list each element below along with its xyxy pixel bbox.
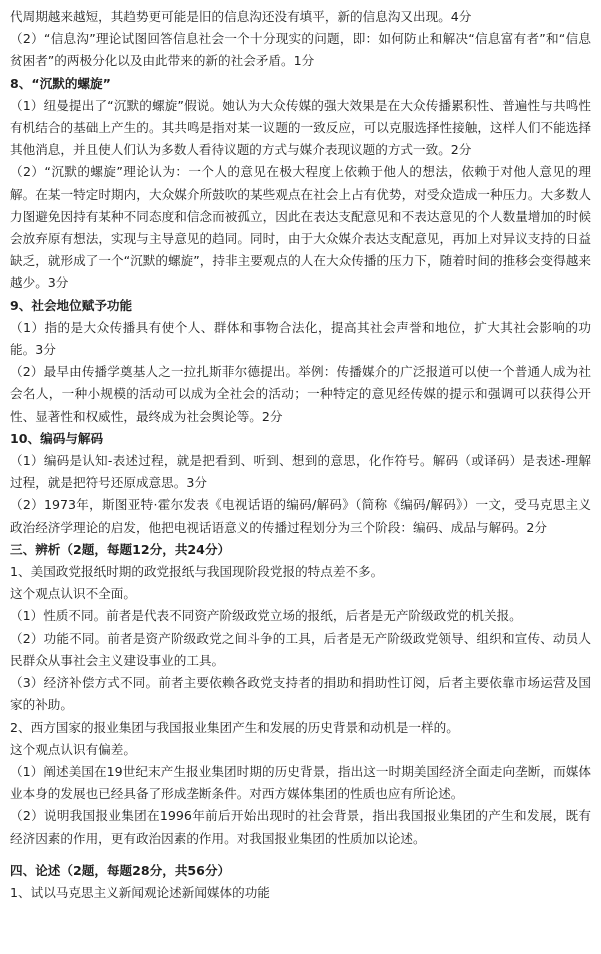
part-heading: 三、辨析（2题，每题12分，共24分）	[10, 541, 231, 557]
section-heading: 8、“沉默的螺旋”	[10, 75, 111, 91]
spacer	[10, 850, 591, 860]
paragraph: 代周期越来越短，其趋势更可能是旧的信息沟还没有填平，新的信息沟又出现。4分	[10, 9, 472, 24]
part-heading: 四、论述（2题，每题28分，共56分）	[10, 862, 231, 878]
paragraph: 这个观点认识有偏差。	[10, 741, 136, 757]
paragraph: 这个观点认识不全面。	[10, 586, 136, 602]
paragraph: （2）说明我国报业集团在1996年前后开始出现时的社会背景，指出我国报业集团的产生和发展，既有经济因素的作用，更有政治因素的作用。对我国报业集团的性质加以论述。	[10, 808, 591, 846]
section-heading: 9、社会地位赋予功能	[10, 297, 133, 313]
paragraph: （2）最早由传播学奠基人之一拉扎斯菲尔德提出。举例：传播媒介的广泛报道可以使一个普通人成为社会名人，一种小规模的活动可以成为全社会的活动；一种特定的意见经传媒的提示和强调可以获得公开性、显著性和权威性，最终成为社会舆论等。2分	[10, 364, 591, 424]
paragraph: （1）阐述美国在19世纪末产生报业集团时期的历史背景，指出这一时期美国经济全面走向垄断，而媒体业本身的发展也已经具备了形成垄断条件。对西方媒体集团的性质也应有所论述。	[10, 763, 591, 802]
paragraph: （3）经济补偿方式不同。前者主要依赖各政党支持者的捐助和捐助性订阅，后者主要依靠市场运营及国家的补助。	[10, 675, 591, 713]
section-heading: 10、编码与解码	[10, 430, 104, 446]
paragraph: （1）性质不同。前者是代表不同资产阶级政党立场的报纸，后者是无产阶级政党的机关报。	[10, 608, 522, 624]
question: 1、试以马克思主义新闻观论述新闻媒体的功能	[10, 884, 270, 900]
paragraph: （2）“沉默的螺旋”理论认为：一个人的意见在极大程度上依赖于他人的想法，依赖于对他人意见的理解。在某一特定时期内，大众媒介所鼓吹的某些观点在社会上占有优势，对受众造成一种压力。大多数人力图避免因持有某种不同态度和信念而被孤立，因此在表达支配意见和不表达意见的个人数量增加的时候会放弃原有想法，实现与主导意见的趋同。同时，由于大众媒介表达支配意见，再加上对异议支持的日益缺乏，就形成了一个“沉默的螺旋”，持非主要观点的人在大众传播的压力下，随着时间的推移会变得越来越少。3分	[10, 164, 591, 291]
question: 2、西方国家的报业集团与我国报业集团产生和发展的历史背景和动机是一样的。	[10, 719, 459, 735]
paragraph: （2）“信息沟”理论试图回答信息社会一个十分现实的问题，即：如何防止和解决“信息富有者”和“信息贫困者”的两极分化以及由此带来的新的社会矛盾。1分	[10, 31, 591, 69]
paragraph: （2）功能不同。前者是资产阶级政党之间斗争的工具，后者是无产阶级政党领导、组织和宣传、动员人民群众从事社会主义建设事业的工具。	[10, 630, 591, 668]
paragraph: （1）指的是大众传播具有使个人、群体和事物合法化，提高其社会声誉和地位，扩大其社会影响的功能。3分	[10, 319, 591, 358]
paragraph: （2）1973年，斯图亚特·霍尔发表《电视话语的编码/解码》（简称《编码/解码》）一文，受马克思主义政治经济学理论的启发，他把电视话语意义的传播过程划分为三个阶段：编码、成品与解码。2分	[10, 497, 591, 535]
paragraph: （1）编码是认知-表述过程，就是把看到、听到、想到的意思，化作符号。解码（或译码）是表述-理解过程，就是把符号还原成意思。3分	[10, 453, 591, 491]
question: 1、美国政党报纸时期的政党报纸与我国现阶段党报的特点差不多。	[10, 564, 384, 580]
paragraph: （1）纽曼提出了“沉默的螺旋”假说。她认为大众传媒的强大效果是在大众传播累积性、普遍性与共鸣性有机结合的基础上产生的。其共鸣是指对某一议题的一致反应，可以克服选择性接触，这样人们不能选择其他消息，并且使人们认为多数人看待议题的方式与媒介表现议题的方式一致。2分	[10, 97, 591, 158]
